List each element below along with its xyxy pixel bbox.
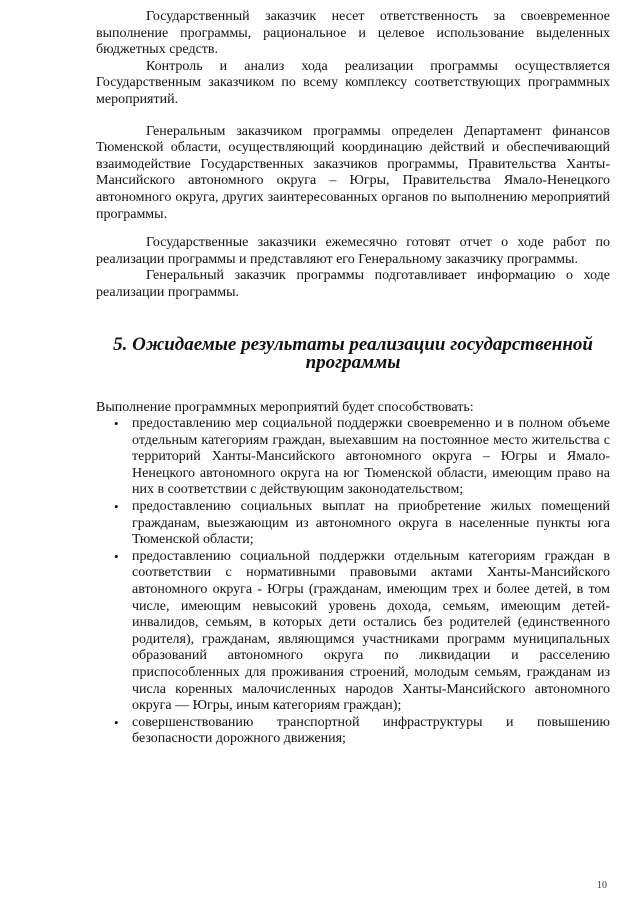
section-intro: Выполнение программных мероприятий будет способствовать: — [96, 399, 474, 415]
list-item-text: предоставлению социальных выплат на приобретение жилых помещений гражданам, выезжающим из автономного округа в населенные пункты юга Тюменской области; — [132, 499, 610, 548]
list-item — [96, 416, 610, 499]
list-item-text: предоставлению социальной поддержки отдельным категориям граждан в соответствии с нормативными правовыми актами Ханты-Мансийского автономного округа - Югры (гражданам, имеющим трех и более детей, в том числе, имеющим невысокий уровень дохода, семьям, имеющим детей-инвалидов, семьям, в которых дети остались без родителей (единственного родителя), гражданам, являющимся участниками программ муниципальных образований автономного округа по ликвидации и расселению приспособленных для проживания строений, молодым семьям, гражданам из числа коренных малочисленных народов Ханты-Мансийского автономного округа — Югры, иным категориям граждан); — [132, 548, 610, 714]
page-number: 10 — [597, 880, 607, 891]
paragraph-responsibility: Государственный заказчик несет ответственность за своевременное выполнение программы, рациональное и целевое использование выделенных бюджетных средств. — [96, 9, 610, 58]
bullet-icon: • — [114, 416, 119, 432]
list-item-text: предоставлению мер социальной поддержки своевременно и в полном объеме отдельным категориям граждан, выехавшим на постоянное место жительства с территорий Ханты-Мансийского автономного округа – Югры и Ямало-Ненецкого автономного округа на юг Тюменской области, имеющим право на них в соответствии с действующим законодательством; — [132, 416, 610, 498]
paragraph-general-customer: Генеральным заказчиком программы определен Департамент финансов Тюменской области, осуществляющий координацию действий и обеспечивающий взаимодействие Государственных заказчиков программы, Правительства Ханты-Мансийского автономного округа – Югры, Правительства Ямало-Ненецкого автономного округа, других заинтересованных органов по выполнению мероприятий программы. — [96, 123, 610, 222]
list-item — [96, 715, 610, 748]
paragraph-information: Генеральный заказчик программы подготавливает информацию о ходе реализации программы. — [96, 268, 610, 300]
paragraph-monthly-report: Государственные заказчики ежемесячно готовят отчет о ходе работ по реализации программы и представляют его Генеральному заказчику программы. — [96, 235, 610, 267]
list-item-text: совершенствованию транспортной инфраструктуры и повышению безопасности дорожного движения; — [132, 714, 610, 747]
bullet-icon: • — [114, 714, 119, 730]
bullet-icon: • — [114, 499, 119, 515]
list-item — [96, 549, 610, 715]
bullet-icon: • — [114, 548, 119, 564]
results-list — [96, 416, 610, 748]
page-content — [96, 9, 610, 748]
list-item — [96, 499, 610, 549]
paragraph-control: Контроль и анализ хода реализации программы осуществляется Государственным заказчиком по всему комплексу соответствующих программных мероприятий. — [96, 58, 610, 107]
section-heading: 5. Ожидаемые результаты реализации государственной программы — [113, 333, 593, 373]
